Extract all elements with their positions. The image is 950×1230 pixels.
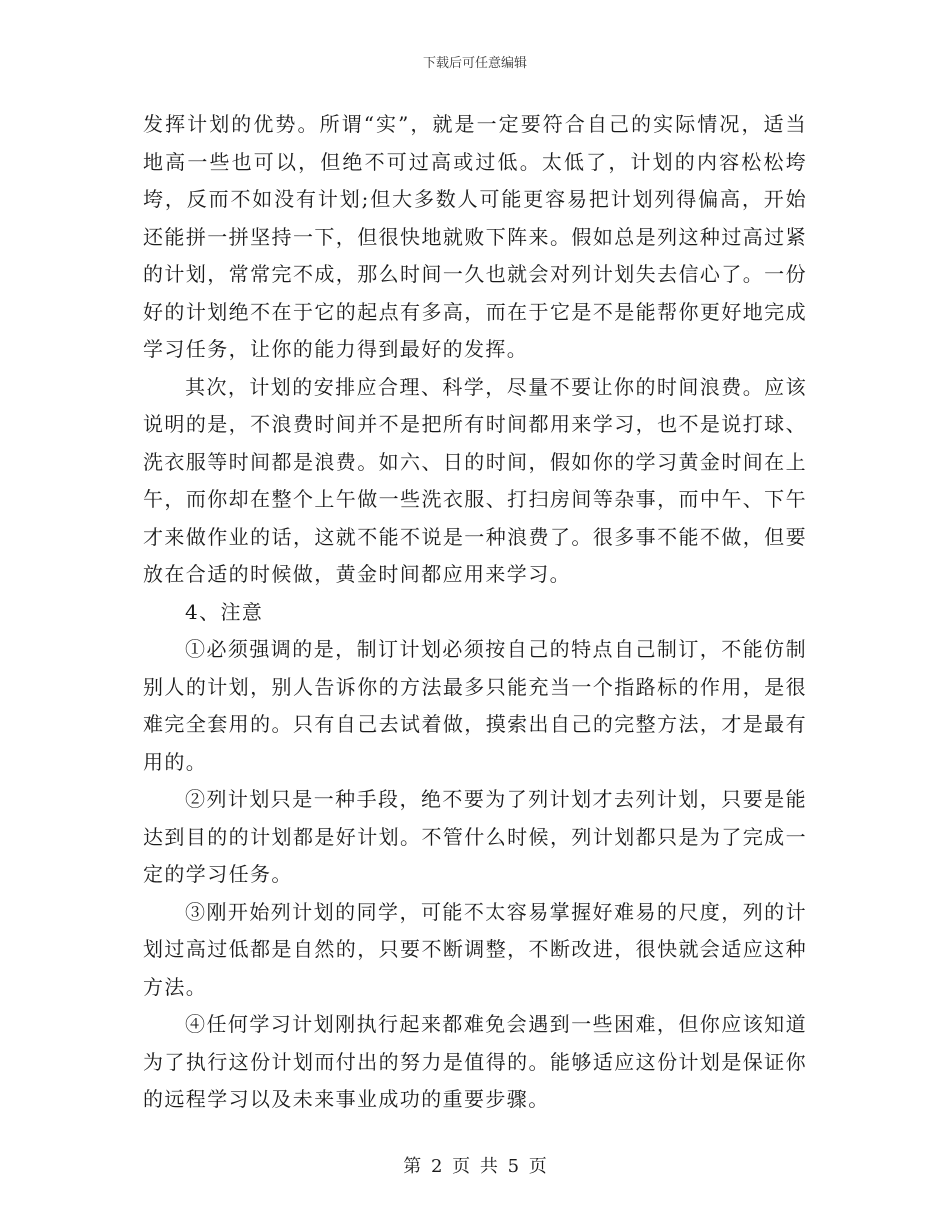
paragraph-second-point: 其次，计划的安排应合理、科学，尽量不要让你的时间浪费。应该说明的是，不浪费时间并不是把所有时间都用来学习，也不是说打球、洗衣服等时间都是浪费。如六、日的时间，假如你的学习黄金时间在上午，而你却在整个上午做一些洗衣服、打扫房间等杂事，而中午、下午才来做作业的话，这就不能不说是一种浪费了。很多事不能不做，但要放在合适的时候做，黄金时间都应用来学习。 xyxy=(143,374,807,586)
page-number-footer: 第 2 页 共 5 页 xyxy=(403,1156,547,1177)
note-item-3: ③刚开始列计划的同学，可能不太容易掌握好难易的尺度，列的计划过高过低都是自然的，只要不断调整，不断改进，很快就会适应这种方法。 xyxy=(143,899,807,999)
note-item-2: ②列计划只是一种手段，绝不要为了列计划才去列计划，只要是能达到目的的计划都是好计划。不管什么时候，列计划都只是为了完成一定的学习任务。 xyxy=(143,787,807,886)
section-heading-notes: 4、注意 xyxy=(185,599,264,624)
document-body xyxy=(143,106,807,1119)
page-header: 下载后可任意编辑 xyxy=(422,56,527,71)
note-item-1: ①必须强调的是，制订计划必须按自己的特点自己制订，不能仿制别人的计划，别人告诉你的方法最多只能充当一个指路标的作用，是很难完全套用的。只有自己去试着做，摸索出自己的完整方法，才是最有用的。 xyxy=(143,637,807,774)
paragraph-continuation: 发挥计划的优势。所谓“实”，就是一定要符合自己的实际情况，适当地高一些也可以，但绝不可过高或过低。太低了，计划的内容松松垮垮，反而不如没有计划;但大多数人可能更容易把计划列得偏高，开始还能拼一拼坚持一下，但很快地就败下阵来。假如总是列这种过高过紧的计划，常常完不成，那么时间一久也就会对列计划失去信心了。一份好的计划绝不在于它的起点有多高，而在于它是不是能帮你更好地完成学习任务，让你的能力得到最好的发挥。 xyxy=(143,112,807,361)
note-item-4: ④任何学习计划刚执行起来都难免会遇到一些困难，但你应该知道为了执行这份计划而付出的努力是值得的。能够适应这份计划是保证你的远程学习以及未来事业成功的重要步骤。 xyxy=(143,1012,807,1111)
